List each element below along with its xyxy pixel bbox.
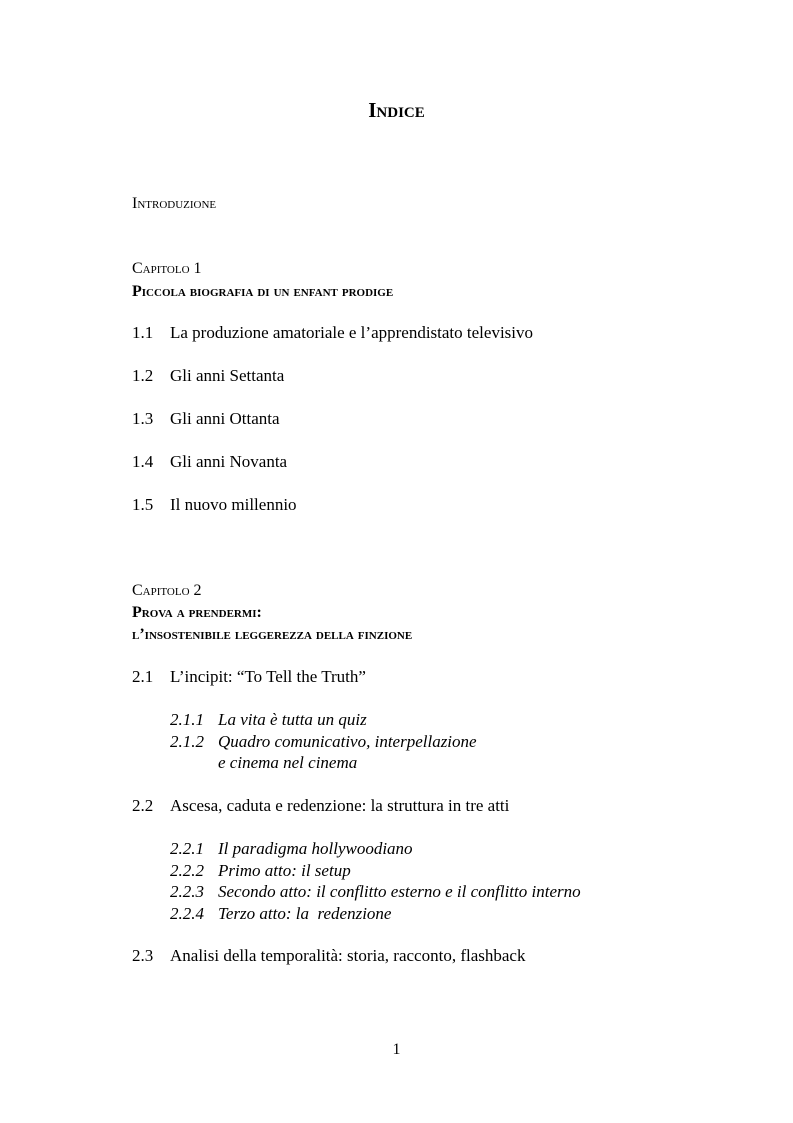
chapter-2-title-line2: l’insostenibile leggerezza della finzione (132, 626, 413, 643)
subsection-title: Primo atto: il setup (218, 861, 351, 880)
section-title: La produzione amatoriale e l’apprendistato televisivo (170, 323, 534, 342)
section-number: 1.2 (132, 366, 154, 385)
subsection-title-continued: e cinema nel cinema (218, 753, 358, 772)
page-number: 1 (392, 1041, 401, 1058)
chapter-2-title-line1: Prova a prendermi: (132, 604, 262, 621)
section-number: 1.5 (132, 495, 154, 514)
section-number: 1.4 (132, 452, 154, 471)
section-number: 2.1 (132, 667, 154, 686)
section-title: Gli anni Settanta (170, 366, 285, 385)
section-number: 1.1 (132, 323, 154, 342)
subsection-number: 2.2.3 (170, 882, 204, 901)
section-title: L’incipit: “To Tell the Truth” (170, 667, 366, 686)
section-title: Ascesa, caduta e redenzione: la struttura in tre atti (170, 796, 510, 815)
subsection-title: Il paradigma hollywoodiano (218, 839, 413, 858)
subsection-number: 2.2.4 (170, 904, 204, 923)
section-title: Analisi della temporalità: storia, racconto, flashback (170, 946, 526, 965)
chapter-2-label: Capitolo 2 (132, 582, 202, 599)
section-title: Gli anni Ottanta (170, 409, 280, 428)
chapter-1-title: Piccola biografia di un enfant prodige (132, 283, 394, 300)
section-title: Gli anni Novanta (170, 452, 288, 471)
subsection-number: 2.1.2 (170, 732, 204, 751)
introduction-heading: Introduzione (132, 195, 217, 212)
section-title: Il nuovo millennio (170, 495, 297, 514)
chapter-1-label: Capitolo 1 (132, 260, 202, 277)
subsection-number: 2.1.1 (170, 710, 204, 729)
subsection-title: Secondo atto: il conflitto esterno e il conflitto interno (218, 882, 581, 901)
subsection-number: 2.2.2 (170, 861, 204, 880)
subsection-title: La vita è tutta un quiz (218, 710, 367, 729)
section-number: 1.3 (132, 409, 154, 428)
subsection-title: Terzo atto: la redenzione (218, 904, 392, 923)
subsection-number: 2.2.1 (170, 839, 204, 858)
subsection-title: Quadro comunicativo, interpellazione (218, 732, 477, 751)
section-number: 2.3 (132, 946, 154, 965)
page-title: Indice (368, 98, 425, 122)
section-number: 2.2 (132, 796, 154, 815)
